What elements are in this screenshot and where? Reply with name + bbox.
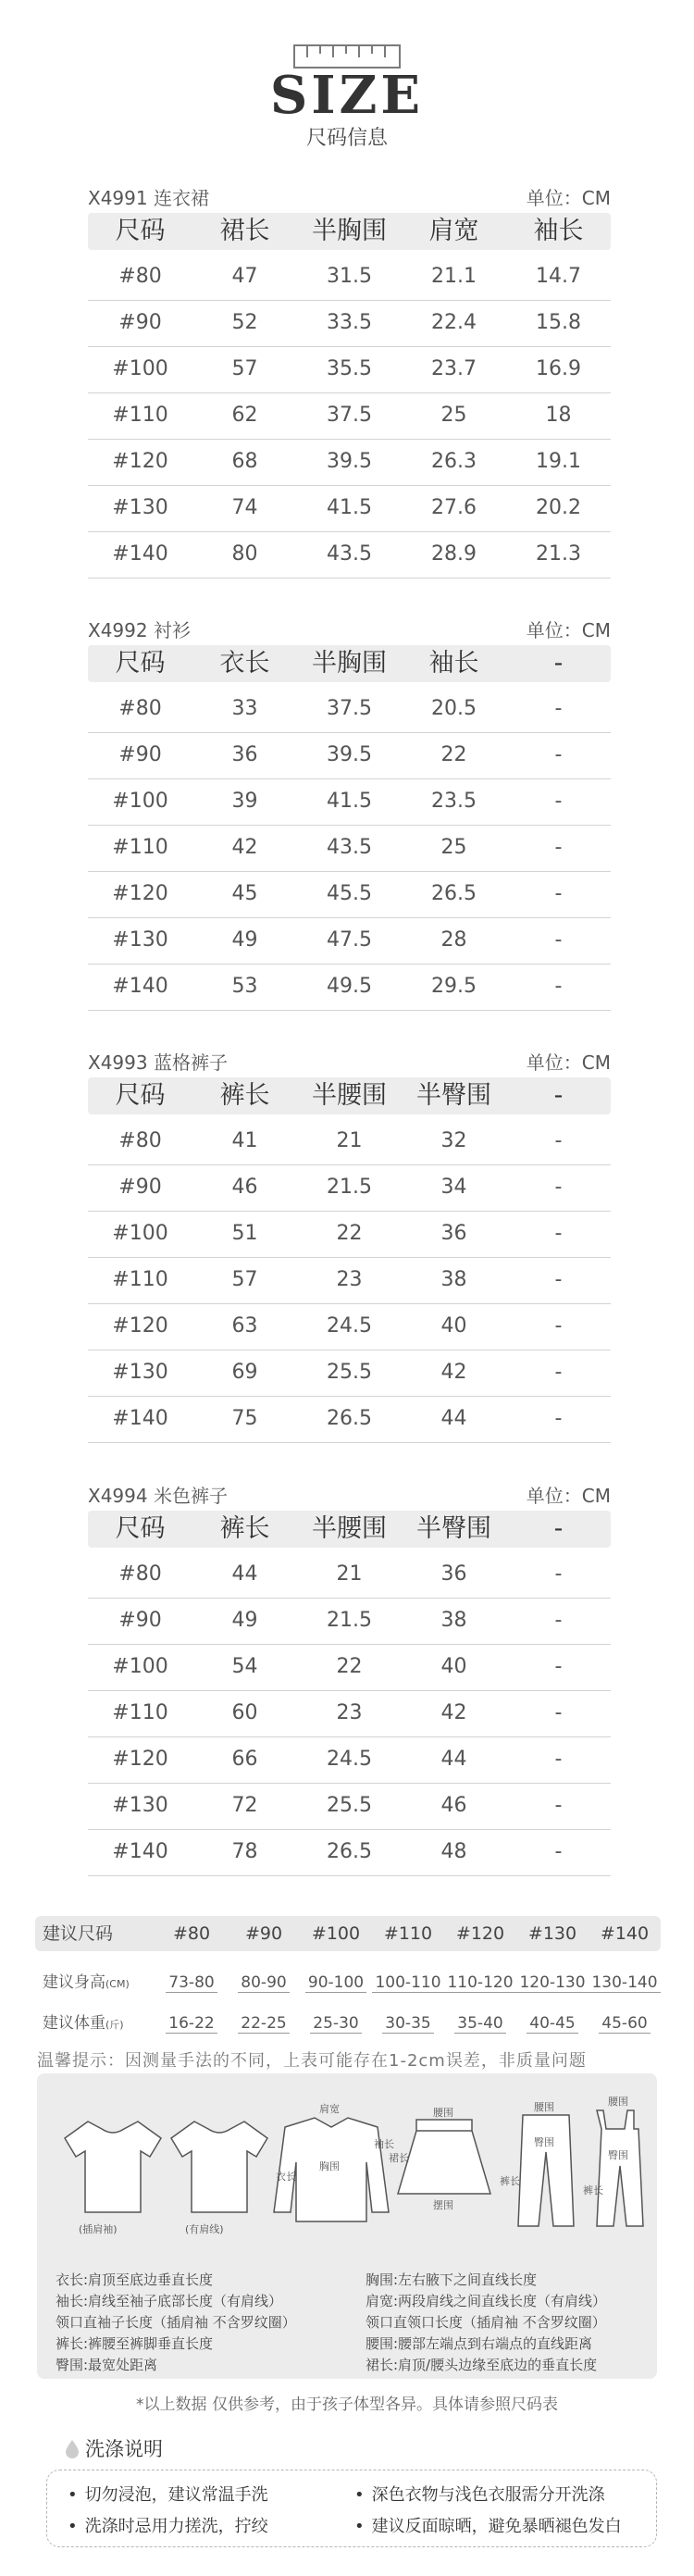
table-cell: -	[554, 1129, 563, 1152]
table-row	[88, 1350, 611, 1397]
table-title: X4993 蓝格裤子	[88, 1052, 228, 1074]
recommend-size: #100	[311, 1923, 361, 1944]
weight-label: 建议体重(斤)	[43, 2014, 124, 2033]
table-cell: 20.2	[536, 496, 581, 519]
column-header: 肩宽	[428, 217, 479, 245]
table-cell: -	[554, 1268, 563, 1291]
table-row	[88, 825, 611, 872]
recommend-size: #140	[600, 1923, 650, 1944]
table-row	[88, 917, 611, 964]
table-header	[88, 645, 611, 682]
table-cell: #140	[112, 542, 168, 566]
recommend-height: 130-140	[589, 1964, 661, 2001]
recommend-height: 73-80	[155, 1964, 228, 2001]
table-cell: 21.3	[536, 542, 581, 566]
table-cell: #140	[112, 1840, 168, 1863]
recommended-weight-row	[35, 2005, 661, 2042]
table-cell: 23	[336, 1268, 363, 1291]
table-cell: -	[554, 928, 563, 952]
table-row	[88, 1644, 611, 1691]
table-cell: 29.5	[431, 975, 477, 998]
table-cell: #90	[118, 743, 162, 766]
column-header: 半腰围	[312, 1514, 387, 1543]
recommended-height-row	[35, 1964, 661, 2001]
measurement-guide	[37, 2073, 657, 2379]
skirt-length-label: 裙长	[389, 2152, 409, 2164]
table-cell: -	[554, 1794, 563, 1817]
table-cell: 43.5	[327, 542, 372, 566]
recommend-weight: 22-25	[228, 2005, 300, 2042]
table-cell: 39.5	[327, 450, 372, 473]
table-cell: 60	[231, 1701, 258, 1724]
table-row	[88, 1783, 611, 1830]
table-cell: 33.5	[327, 311, 372, 334]
size-table	[88, 1048, 611, 1446]
table-cell: -	[554, 790, 563, 813]
table-cell: 42	[440, 1701, 467, 1724]
table-cell: 21	[336, 1129, 363, 1152]
table-cell: 75	[231, 1407, 258, 1430]
table-cell: 68	[231, 450, 258, 473]
table-cell: 39.5	[327, 743, 372, 766]
table-cell: 22	[440, 743, 467, 766]
table-cell: 16.9	[536, 357, 581, 380]
recommend-height: 120-130	[516, 1964, 589, 2001]
recommend-height: 90-100	[300, 1964, 372, 2001]
column-header: 半胸围	[312, 649, 387, 678]
table-cell: 33	[231, 697, 258, 720]
table-cell: 32	[440, 1129, 467, 1152]
table-cell: -	[554, 1701, 563, 1724]
table-cell: 44	[440, 1407, 467, 1430]
table-cell: 25	[440, 836, 467, 859]
table-cell: #130	[112, 1361, 168, 1384]
table-cell: 25.5	[327, 1361, 372, 1384]
recommend-size: #80	[172, 1923, 211, 1944]
table-cell: 37.5	[327, 404, 372, 427]
recommend-size: #130	[527, 1923, 577, 1944]
table-cell: 37.5	[327, 697, 372, 720]
table-cell: #80	[118, 1562, 162, 1586]
overalls-length-label: 裤长	[583, 2184, 603, 2196]
pants-hip-label: 臀围	[534, 2136, 554, 2148]
table-cell: 14.7	[536, 265, 581, 288]
column-header: 裤长	[219, 1081, 270, 1110]
table-cell: 48	[440, 1840, 467, 1863]
recommend-weight: 25-30	[300, 2005, 372, 2042]
table-cell: #110	[112, 1268, 168, 1291]
table-cell: 44	[440, 1748, 467, 1771]
table-cell: 22.4	[431, 311, 477, 334]
table-row	[88, 686, 611, 733]
table-unit: 单位：CM	[526, 187, 611, 209]
table-row	[88, 392, 611, 440]
table-header	[88, 213, 611, 250]
wash-title: 洗涤说明	[65, 2434, 163, 2462]
table-cell: 24.5	[327, 1748, 372, 1771]
shoulder-seam-label: (有肩线)	[185, 2223, 224, 2235]
table-unit: 单位：CM	[526, 1485, 611, 1507]
table-cell: #100	[112, 357, 168, 380]
table-cell: 40	[440, 1314, 467, 1338]
table-row	[88, 485, 611, 532]
table-cell: 45.5	[327, 882, 372, 905]
table-cell: 40	[440, 1655, 467, 1678]
table-cell: -	[554, 1176, 563, 1199]
table-cell: -	[554, 1562, 563, 1586]
hem-label: 摆围	[433, 2199, 453, 2211]
table-row	[88, 1551, 611, 1599]
table-cell: 25.5	[327, 1794, 372, 1817]
table-cell: 22	[336, 1222, 363, 1245]
table-cell: #110	[112, 836, 168, 859]
table-cell: #140	[112, 975, 168, 998]
table-row	[88, 531, 611, 579]
table-cell: 21	[336, 1562, 363, 1586]
table-cell: -	[554, 1748, 563, 1771]
overalls-hip-label: 臀围	[608, 2149, 628, 2161]
table-cell: 47	[231, 265, 258, 288]
pants-icon	[518, 2115, 574, 2226]
table-cell: 41.5	[327, 790, 372, 813]
column-header: 半臀围	[416, 1081, 491, 1110]
table-cell: 22	[336, 1655, 363, 1678]
table-cell: 78	[231, 1840, 258, 1863]
column-header: -	[553, 1081, 564, 1110]
column-header: 尺码	[115, 1514, 166, 1543]
table-cell: 20.5	[431, 697, 477, 720]
table-cell: 80	[231, 542, 258, 566]
table-cell: 25	[440, 404, 467, 427]
table-cell: 18	[545, 404, 572, 427]
measurement-diagrams	[37, 2073, 657, 2268]
table-cell: 74	[231, 496, 258, 519]
table-cell: 15.8	[536, 311, 581, 334]
size-title: SIZE	[269, 65, 425, 126]
recommend-size: #120	[455, 1923, 505, 1944]
sleeve-label: 袖长	[374, 2138, 394, 2150]
table-row	[88, 964, 611, 1011]
recommend-weight: 16-22	[155, 2005, 228, 2042]
wash-item: • 切勿浸泡，建议常温手洗	[68, 2482, 268, 2506]
table-title: X4991 连衣裙	[88, 187, 209, 209]
table-cell: 26.5	[431, 882, 477, 905]
table-cell: 46	[231, 1176, 258, 1199]
table-cell: 26.5	[327, 1407, 372, 1430]
table-cell: 63	[231, 1314, 258, 1338]
table-cell: #120	[112, 882, 168, 905]
table-cell: #100	[112, 790, 168, 813]
tshirt-raglan-icon	[65, 2122, 161, 2212]
table-row	[88, 1736, 611, 1784]
table-cell: 62	[231, 404, 258, 427]
measure-notes-left: 衣长:肩顶至底边垂直长度 袖长:肩线至袖子底部长度（有肩线） 领口直袖子长度（插肩袖 不含罗纹圈） 裤长:裤腰至裤脚垂直长度 臀围:最宽处距离	[56, 2271, 296, 2373]
water-drop-icon	[65, 2439, 80, 2459]
table-cell: 19.1	[536, 450, 581, 473]
table-row	[88, 1396, 611, 1443]
table-cell: 42	[231, 836, 258, 859]
recommend-label: 建议尺码	[43, 1923, 114, 1944]
table-row	[88, 1257, 611, 1304]
table-row	[88, 1164, 611, 1212]
wash-item: • 洗涤时忌用力搓洗，拧绞	[68, 2513, 268, 2537]
table-cell: 43.5	[327, 836, 372, 859]
table-cell: #80	[118, 697, 162, 720]
tshirt-shoulder-icon	[171, 2122, 267, 2212]
table-cell: 53	[231, 975, 258, 998]
column-header: 裤长	[219, 1514, 270, 1543]
table-cell: #110	[112, 404, 168, 427]
column-header: -	[553, 649, 564, 678]
column-header: 袖长	[428, 649, 479, 678]
table-row	[88, 1690, 611, 1737]
table-title: X4992 衬衫	[88, 619, 191, 641]
overalls-icon	[597, 2110, 643, 2226]
table-cell: 47.5	[327, 928, 372, 952]
wash-item: • 深色衣物与浅色衣服需分开洗涤	[354, 2482, 605, 2506]
table-title: X4994 米色裤子	[88, 1485, 228, 1507]
table-cell: 41	[231, 1129, 258, 1152]
recommend-height: 100-110	[372, 1964, 444, 2001]
table-cell: -	[554, 1314, 563, 1338]
recommend-weight: 40-45	[516, 2005, 589, 2042]
table-row	[88, 778, 611, 826]
recommend-height: 80-90	[228, 1964, 300, 2001]
table-cell: 36	[231, 743, 258, 766]
chest-label: 胸围	[319, 2160, 340, 2172]
table-cell: -	[554, 836, 563, 859]
table-cell: 28.9	[431, 542, 477, 566]
table-cell: 38	[440, 1609, 467, 1632]
table-cell: 49	[231, 928, 258, 952]
table-cell: 26.3	[431, 450, 477, 473]
table-cell: 31.5	[327, 265, 372, 288]
skirt-icon	[398, 2120, 490, 2194]
table-cell: #90	[118, 311, 162, 334]
table-cell: 42	[440, 1361, 467, 1384]
shoulder-width-label: 肩宽	[319, 2103, 340, 2115]
table-cell: #80	[118, 265, 162, 288]
table-cell: #130	[112, 1794, 168, 1817]
table-cell: 21.5	[327, 1609, 372, 1632]
table-header	[88, 1511, 611, 1548]
table-cell: 39	[231, 790, 258, 813]
column-header: 尺码	[115, 649, 166, 678]
column-header: 衣长	[219, 649, 270, 678]
table-row	[88, 1598, 611, 1645]
recommend-weight: 35-40	[444, 2005, 516, 2042]
size-table	[88, 1481, 611, 1879]
table-cell: 57	[231, 1268, 258, 1291]
table-cell: #90	[118, 1609, 162, 1632]
table-cell: 52	[231, 311, 258, 334]
table-cell: -	[554, 882, 563, 905]
table-cell: #120	[112, 1748, 168, 1771]
column-header: 半臀围	[416, 1514, 491, 1543]
table-cell: #110	[112, 1701, 168, 1724]
table-cell: -	[554, 1407, 563, 1430]
table-row	[88, 300, 611, 347]
table-cell: 38	[440, 1268, 467, 1291]
table-unit: 单位：CM	[526, 1052, 611, 1074]
overalls-waist-label: 腰围	[608, 2096, 628, 2108]
table-row	[88, 732, 611, 779]
pants-waist-label: 腰围	[534, 2101, 554, 2113]
table-cell: 34	[440, 1176, 467, 1199]
table-cell: -	[554, 1840, 563, 1863]
size-table	[88, 183, 611, 581]
table-cell: 24.5	[327, 1314, 372, 1338]
table-cell: 26.5	[327, 1840, 372, 1863]
table-cell: 66	[231, 1748, 258, 1771]
table-cell: 51	[231, 1222, 258, 1245]
column-header: 裙长	[219, 217, 270, 245]
wash-instructions	[46, 2470, 657, 2547]
table-cell: 27.6	[431, 496, 477, 519]
table-cell: -	[554, 1609, 563, 1632]
table-cell: 54	[231, 1655, 258, 1678]
skirt-waist-label: 腰围	[433, 2107, 453, 2119]
table-cell: #90	[118, 1176, 162, 1199]
recommend-weight: 45-60	[589, 2005, 661, 2042]
table-cell: #80	[118, 1129, 162, 1152]
table-cell: 35.5	[327, 357, 372, 380]
table-header	[88, 1077, 611, 1114]
table-row	[88, 1118, 611, 1165]
table-unit: 单位：CM	[526, 619, 611, 641]
column-header: 半腰围	[312, 1081, 387, 1110]
table-cell: 23.7	[431, 357, 477, 380]
size-table	[88, 616, 611, 1014]
table-cell: 57	[231, 357, 258, 380]
column-header: 尺码	[115, 217, 166, 245]
disclaimer-note: *以上数据 仅供参考，由于孩子体型各异。具体请参照尺码表	[136, 2396, 558, 2414]
table-cell: 49	[231, 1609, 258, 1632]
recommend-size: #90	[244, 1923, 283, 1944]
table-cell: #130	[112, 928, 168, 952]
table-cell: #120	[112, 450, 168, 473]
column-header: 半胸围	[312, 217, 387, 245]
recommend-weight: 30-35	[372, 2005, 444, 2042]
table-row	[88, 871, 611, 918]
size-header	[0, 28, 694, 157]
table-cell: #100	[112, 1222, 168, 1245]
table-cell: 21.1	[431, 265, 477, 288]
table-cell: #120	[112, 1314, 168, 1338]
table-cell: -	[554, 1655, 563, 1678]
table-cell: 21.5	[327, 1176, 372, 1199]
recommend-size: #110	[383, 1923, 433, 1944]
table-cell: 45	[231, 882, 258, 905]
pants-length-label: 裤长	[500, 2175, 520, 2187]
table-cell: -	[554, 743, 563, 766]
column-header: 尺码	[115, 1081, 166, 1110]
column-header: 袖长	[533, 217, 584, 245]
table-row	[88, 254, 611, 301]
table-row	[88, 346, 611, 393]
table-cell: -	[554, 697, 563, 720]
table-cell: -	[554, 975, 563, 998]
table-cell: 44	[231, 1562, 258, 1586]
table-cell: -	[554, 1361, 563, 1384]
table-cell: 49.5	[327, 975, 372, 998]
table-cell: #140	[112, 1407, 168, 1430]
table-cell: 72	[231, 1794, 258, 1817]
table-row	[88, 439, 611, 486]
table-row	[88, 1303, 611, 1350]
table-row	[88, 1211, 611, 1258]
table-cell: #100	[112, 1655, 168, 1678]
table-cell: #130	[112, 496, 168, 519]
table-cell: 28	[440, 928, 467, 952]
table-cell: 23.5	[431, 790, 477, 813]
height-label: 建议身高(CM)	[43, 1973, 130, 1992]
table-cell: 46	[440, 1794, 467, 1817]
table-cell: 23	[336, 1701, 363, 1724]
table-cell: 41.5	[327, 496, 372, 519]
table-cell: 69	[231, 1361, 258, 1384]
size-subtitle: 尺码信息	[305, 127, 388, 150]
table-cell: -	[554, 1222, 563, 1245]
table-cell: 36	[440, 1562, 467, 1586]
tip-text: 温馨提示：因测量手法的不同，上表可能存在1-2cm误差，非质量问题	[37, 2051, 587, 2071]
raglan-label: (插肩袖)	[79, 2223, 118, 2235]
length-label: 衣长	[276, 2171, 296, 2183]
column-header: -	[553, 1514, 564, 1543]
measure-notes-right: 胸围:左右腋下之间直线长度 肩宽:两段肩线之间直线长度（有肩线） 领口直领口长度（插肩袖 不含罗纹圈） 腰围:腰部左端点到右端点的直线距离 裙长:肩顶/腰头边缘至底边的垂直长度	[366, 2271, 607, 2373]
table-row	[88, 1829, 611, 1876]
recommend-height: 110-120	[444, 1964, 516, 2001]
recommended-size-header	[35, 1916, 661, 1951]
table-cell: 36	[440, 1222, 467, 1245]
wash-item: • 建议反面晾晒，避免暴晒褪色发白	[354, 2513, 622, 2537]
